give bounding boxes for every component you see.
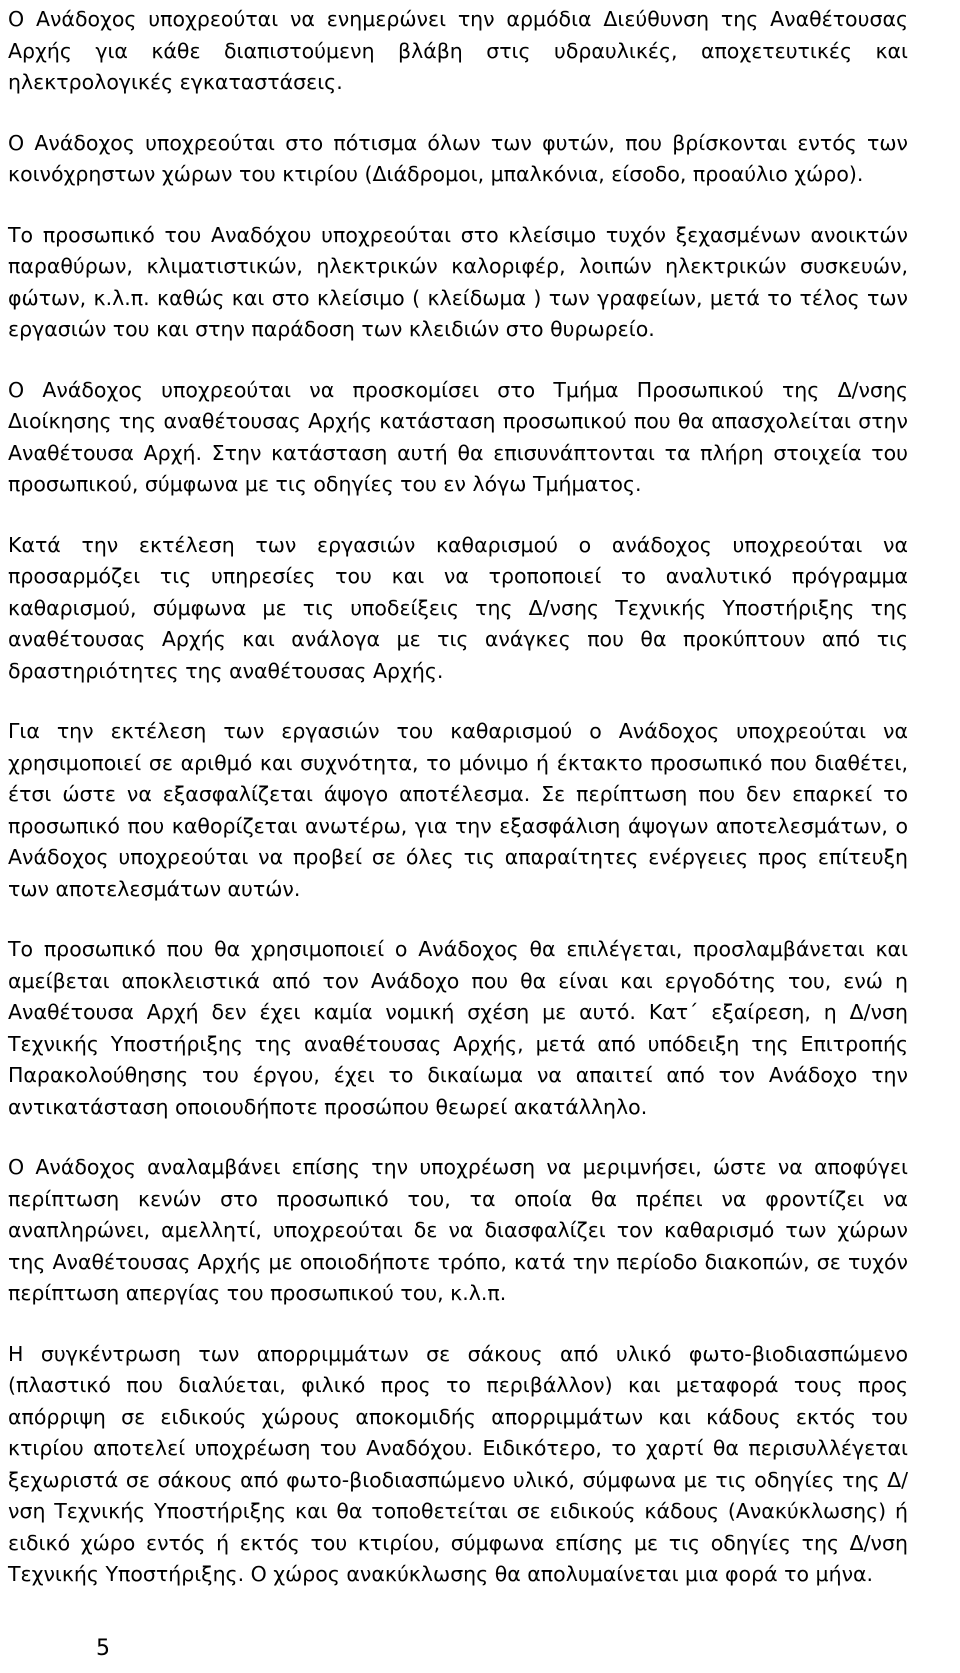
paragraph-damage-reporting: Ο Ανάδοχος υποχρεούται να ενημερώνει την αρμόδια Διεύθυνση της Αναθέτουσας Αρχής για κάθε διαπιστούμενη βλάβη στις υδραυλικές, αποχετευτικές και ηλεκτρολογικές εγκαταστάσεις.	[8, 7, 908, 94]
paragraph-staff-gaps: Ο Ανάδοχος αναλαμβάνει επίσης την υποχρέωση να μεριμνήσει, ώστε να αποφύγει περίπτωση κενών στο προσωπικό του, τα οποία θα πρέπει να φροντίζει να αναπληρώνει, αμελλητί, υποχρεούται δε να διασφαλίζει τον καθαρισμό των χώρων της Αναθέτουσας Αρχής με οποιοδήποτε τρόπο, κατά την περίοδο διακοπών, σε τυχόν περίπτωση απεργίας του προσωπικού του, κ.λ.π.	[8, 1155, 908, 1305]
paragraph-closing-windows: Το προσωπικό του Αναδόχου υποχρεούται στο κλείσιμο τυχόν ξεχασμένων ανοικτών παραθύρων, κλιματιστικών, ηλεκτρικών καλοριφέρ, λοιπών ηλεκτρικών συσκευών, φώτων, κ.λ.π. καθώς και στο κλείσιμο ( κλείδωμα ) των γραφείων, μετά το τέλος των εργασιών του και στην παράδοση των κλειδιών στο θυρωρείο.	[8, 222, 908, 341]
paragraph-staff-usage: Για την εκτέλεση των εργασιών του καθαρισμού ο Ανάδοχος υποχρεούται να χρησιμοποιεί σε αριθμό και συχνότητα, το μόνιμο ή έκτακτο προσωπικό που διαθέτει, έτσι ώστε να εξασφαλίζεται άψογο αποτέλεσμα. Σε περίπτωση που δεν επαρκεί το προσωπικό που καθορίζεται ανωτέρω, για την εξασφάλιση άψογων αποτελεσμάτων, ο Ανάδοχος υποχρεούται να προβεί σε όλες τις απαραίτητες ενέργειες προς επίτευξη των αποτελεσμάτων αυτών.	[8, 719, 908, 901]
document-body	[8, 4, 908, 1620]
paragraph-waste-collection: Η συγκέντρωση των απορριμμάτων σε σάκους από υλικό φωτο-βιοδιασπώμενο (πλαστικό που διαλύεται, φιλικό προς το περιβάλλον) και μεταφορά τους προς απόρριψη σε ειδικούς χώρους αποκομιδής απορριμμάτων και κάδους εκτός του κτιρίου αποτελεί υποχρέωση του Αναδόχου. Ειδικότερο, το χαρτί θα περισυλλέγεται ξεχωριστά σε σάκους από φωτο-βιοδιασπώμενο υλικό, σύμφωνα με τις οδηγίες της Δ/νση Τεχνικής Υποστήριξης και θα τοποθετείται σε ειδικούς κάδους (Ανακύκλωσης) ή ειδικό χώρο εντός ή εκτός του κτιρίου, σύμφωνα επίσης με τις οδηγίες της Δ/νση Τεχνικής Υποστήριξης. Ο χώρος ανακύκλωσης θα απολυμαίνεται μια φορά το μήνα.	[8, 1341, 908, 1586]
page-number: 5	[96, 1636, 110, 1661]
paragraph-staff-employment: Το προσωπικό που θα χρησιμοποιεί ο Ανάδοχος θα επιλέγεται, προσλαμβάνεται και αμείβεται αποκλειστικά από τον Ανάδοχο που θα είναι και εργοδότης του, ενώ η Αναθέτουσα Αρχή δεν έχει καμία νομική σχέση με αυτό. Κατ΄ εξαίρεση, η Δ/νση Τεχνικής Υποστήριξης της αναθέτουσας Αρχής, μετά από υπόδειξη της Επιτροπής Παρακολούθησης του έργου, έχει το δικαίωμα να απαιτεί από τον Ανάδοχο την αντικατάσταση οποιουδήποτε προσώπου θεωρεί ακατάλληλο.	[8, 937, 908, 1119]
paragraph-cleaning-program: Κατά την εκτέλεση των εργασιών καθαρισμού ο ανάδοχος υποχρεούται να προσαρμόζει τις υπηρεσίες του και να τροποποιεί το αναλυτικό πρόγραμμα καθαρισμού, σύμφωνα με τις υποδείξεις της Δ/νσης Τεχνικής Υποστήριξης της αναθέτουσας Αρχής και ανάλογα με τις ανάγκες που θα προκύπτουν από τις δραστηριότητες της αναθέτουσας Αρχής.	[8, 532, 908, 683]
paragraph-staff-list: Ο Ανάδοχος υποχρεούται να προσκομίσει στο Τμήμα Προσωπικού της Δ/νσης Διοίκησης της αναθέτουσας Αρχής κατάσταση προσωπικού που θα απασχολείται στην Αναθέτουσα Αρχή. Στην κατάσταση αυτή θα επισυνάπτονται τα πλήρη στοιχεία του προσωπικού, σύμφωνα με τις οδηγίες του εν λόγω Τμήματος.	[8, 377, 908, 496]
paragraph-plant-watering: Ο Ανάδοχος υποχρεούται στο πότισμα όλων των φυτών, που βρίσκονται εντός των κοινόχρηστων χώρων του κτιρίου (Διάδρομοι, μπαλκόνια, είσοδο, προαύλιο χώρο).	[8, 130, 908, 186]
